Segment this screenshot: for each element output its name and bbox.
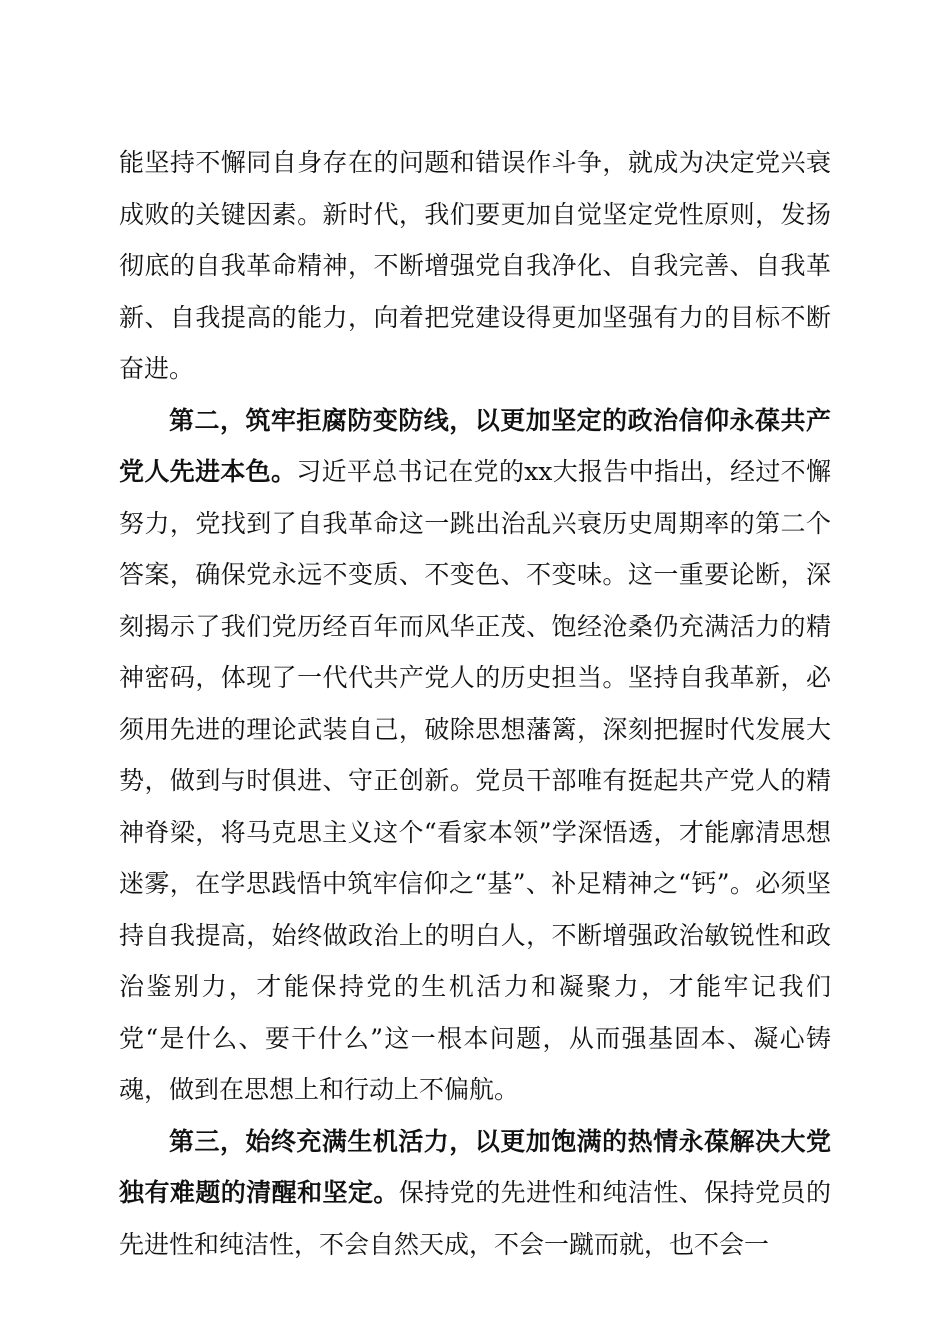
paragraph-1 [119, 137, 831, 395]
document-body [119, 137, 831, 1270]
paragraph-2-text: 习近平总书记在党的xx大报告中指出，经过不懈努力，党找到了自我革命这一跳出治乱兴衰历史周期率的第二个答案，确保党永远不变质、不变色、不变味。这一重要论断，深刻揭示了我们党历经百年而风华正茂、饱经沧桑仍充满活力的精神密码，体现了一代代共产党人的历史担当。坚持自我革新，必须用先进的理论武装自己，破除思想藩篱，深刻把握时代发展大势，做到与时俱进、守正创新。党员干部唯有挺起共产党人的精神脊梁，将马克思主义这个“看家本领”学深悟透，才能廓清思想迷雾，在学思践悟中筑牢信仰之“基”、补足精神之“钙”。必须坚持自我提高，始终做政治上的明白人，不断增强政治敏锐性和政治鉴别力，才能保持党的生机活力和凝聚力，才能牢记我们党“是什么、要干什么”这一根本问题，从而强基固本、凝心铸魂，做到在思想上和行动上不偏航。 [119, 457, 831, 1104]
paragraph-2 [119, 395, 831, 1116]
paragraph-3 [119, 1116, 831, 1271]
paragraph-3-text: 保持党的先进性和纯洁性、保持党员的先进性和纯洁性，不会自然天成，不会一蹴而就，也不会一 [119, 1178, 831, 1259]
paragraph-3-heading: 第三，始终充满生机活力，以更加饱满的热情永葆解决大党独有难题的清醒和坚定。 [119, 1126, 831, 1207]
paragraph-1-text: 能坚持不懈同自身存在的问题和错误作斗争，就成为决定党兴衰成败的关键因素。新时代，我们要更加自觉坚定党性原则，发扬彻底的自我革命精神，不断增强党自我净化、自我完善、自我革新、自我提高的能力，向着把党建设得更加坚强有力的目标不断奋进。 [119, 148, 831, 383]
paragraph-2-heading: 第二，筑牢拒腐防变防线，以更加坚定的政治信仰永葆共产党人先进本色。 [119, 405, 831, 486]
